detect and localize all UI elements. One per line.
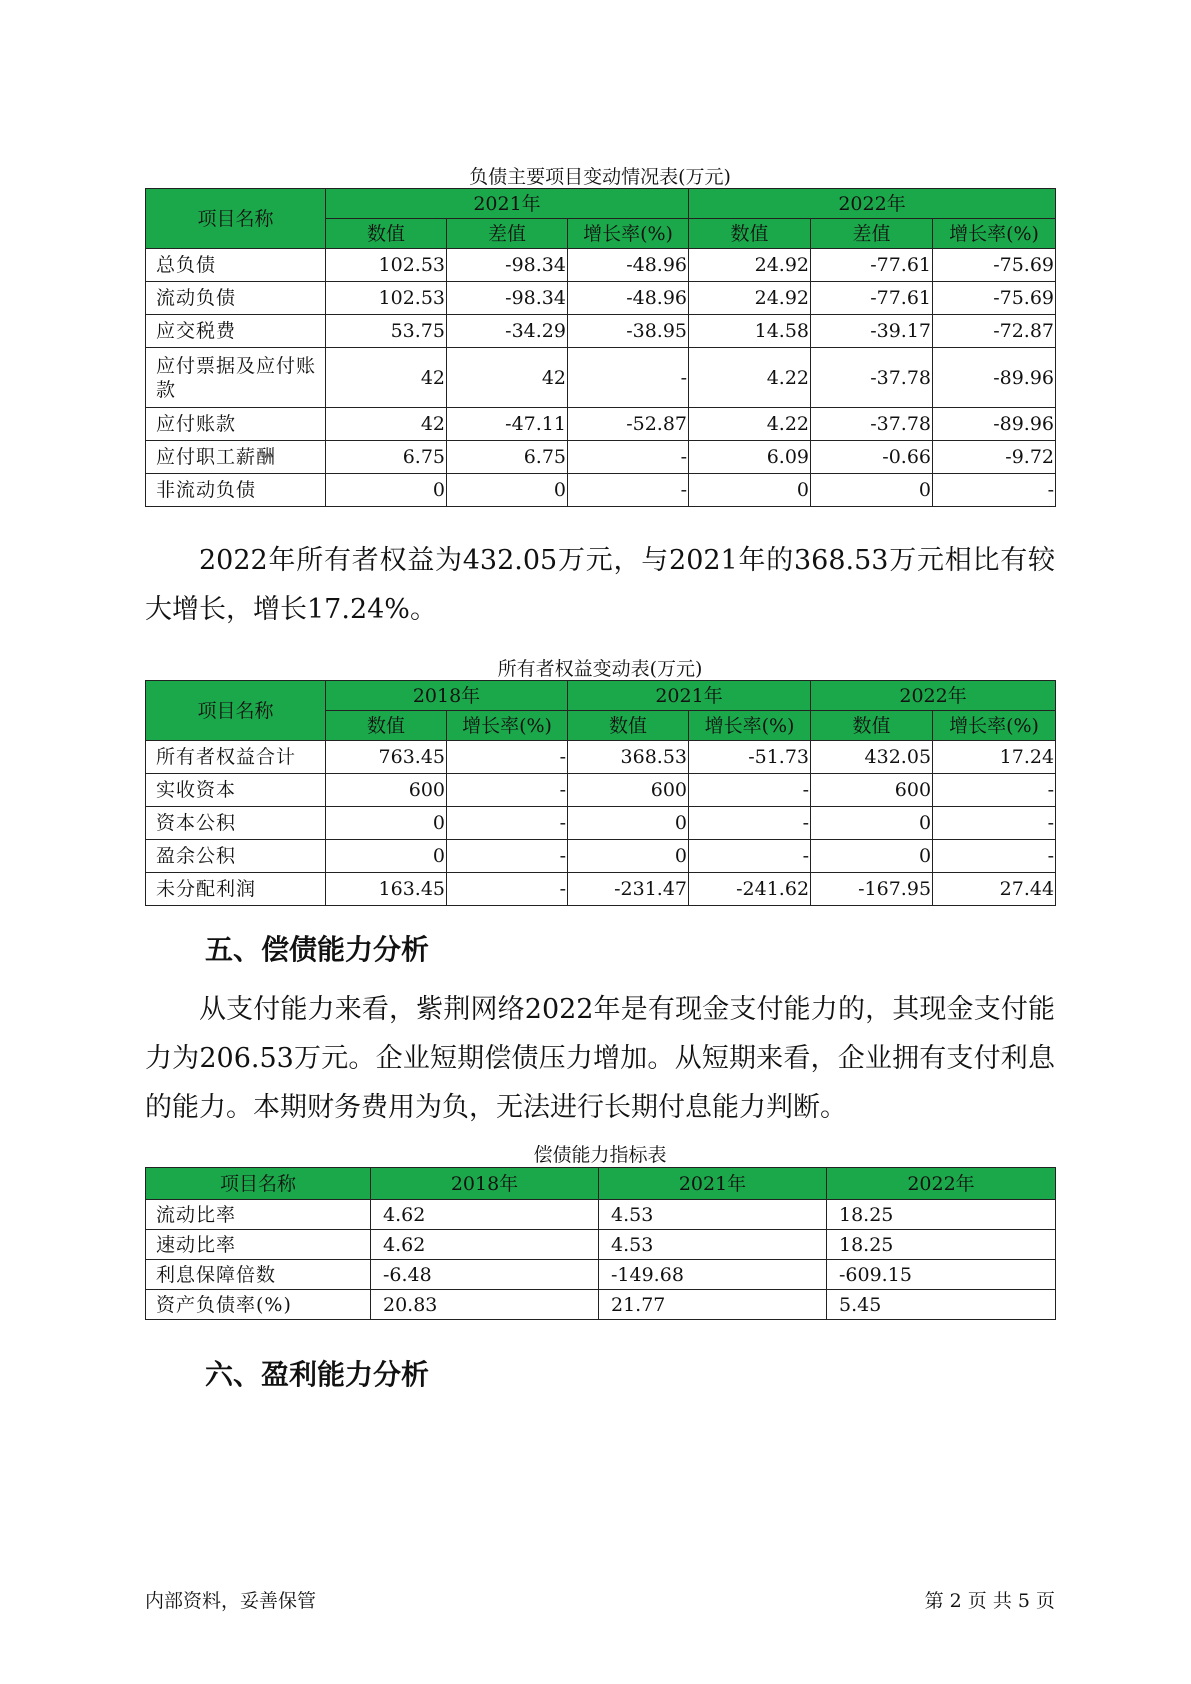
row-label: 所有者权益合计 [146, 741, 326, 774]
row-label: 应付票据及应付账款 [146, 348, 326, 408]
table2-caption: 所有者权益变动表(万元) [497, 658, 703, 680]
header-cell: 2021年 [599, 1168, 827, 1200]
cell-value: 0 [689, 474, 811, 507]
cell-value: - [447, 807, 568, 840]
table3-caption: 偿债能力指标表 [533, 1144, 667, 1166]
table-row [146, 474, 1056, 507]
cell-value: -0.66 [811, 441, 933, 474]
cell-value: -98.34 [447, 249, 568, 282]
cell-value: -167.95 [811, 873, 933, 906]
sub-header: 增长率(%) [933, 711, 1056, 741]
cell-value: - [689, 840, 811, 873]
cell-value: - [447, 774, 568, 807]
sub-header: 数值 [568, 711, 689, 741]
cell-value: 14.58 [689, 315, 811, 348]
sub-header: 数值 [326, 219, 447, 249]
cell-value: - [933, 840, 1056, 873]
cell-value: 102.53 [326, 249, 447, 282]
cell-value: 763.45 [326, 741, 447, 774]
row-label: 应付职工薪酬 [146, 441, 326, 474]
cell-value: 0 [811, 840, 933, 873]
table-row [146, 1260, 1056, 1290]
section-heading-5: 五、偿债能力分析 [205, 933, 430, 966]
table-row [146, 348, 1056, 408]
cell-value: -89.96 [933, 408, 1056, 441]
cell-value: - [447, 873, 568, 906]
cell-value: - [933, 474, 1056, 507]
cell-value: 6.75 [447, 441, 568, 474]
header-year: 2022年 [811, 681, 1056, 711]
cell-value: 368.53 [568, 741, 689, 774]
cell-value: -9.72 [933, 441, 1056, 474]
cell-value: -77.61 [811, 249, 933, 282]
cell-value: 4.62 [371, 1200, 599, 1230]
cell-value: 42 [447, 348, 568, 408]
cell-value: 20.83 [371, 1290, 599, 1320]
cell-value: - [689, 774, 811, 807]
cell-value: - [933, 807, 1056, 840]
cell-value: -98.34 [447, 282, 568, 315]
cell-value: 53.75 [326, 315, 447, 348]
cell-value: 600 [811, 774, 933, 807]
cell-value: 600 [568, 774, 689, 807]
header-cell: 2018年 [371, 1168, 599, 1200]
row-label: 应付账款 [146, 408, 326, 441]
cell-value: - [447, 741, 568, 774]
table-row [146, 315, 1056, 348]
cell-value: -48.96 [568, 282, 689, 315]
liabilities-table [145, 188, 1056, 507]
cell-value: -39.17 [811, 315, 933, 348]
cell-value: 4.53 [599, 1230, 827, 1260]
row-label: 应交税费 [146, 315, 326, 348]
cell-value: 21.77 [599, 1290, 827, 1320]
sub-header: 差值 [447, 219, 568, 249]
cell-value: 0 [811, 474, 933, 507]
row-label: 流动负债 [146, 282, 326, 315]
table-row [146, 807, 1056, 840]
table-row [146, 1230, 1056, 1260]
cell-value: -38.95 [568, 315, 689, 348]
cell-value: -6.48 [371, 1260, 599, 1290]
cell-value: 0 [326, 807, 447, 840]
cell-value: 18.25 [827, 1230, 1056, 1260]
sub-header: 增长率(%) [447, 711, 568, 741]
cell-value: 42 [326, 348, 447, 408]
solvency-table [145, 1167, 1056, 1320]
cell-value: 0 [447, 474, 568, 507]
cell-value: 0 [326, 840, 447, 873]
cell-value: -52.87 [568, 408, 689, 441]
row-label: 流动比率 [146, 1200, 371, 1230]
table-row [146, 441, 1056, 474]
cell-value: - [689, 807, 811, 840]
header-cell: 2022年 [827, 1168, 1056, 1200]
section-heading-6: 六、盈利能力分析 [205, 1358, 430, 1391]
sub-header: 数值 [811, 711, 933, 741]
table-row [146, 840, 1056, 873]
sub-header: 增长率(%) [568, 219, 689, 249]
cell-value: 0 [568, 807, 689, 840]
sub-header: 增长率(%) [689, 711, 811, 741]
row-label: 利息保障倍数 [146, 1260, 371, 1290]
sub-header: 差值 [811, 219, 933, 249]
cell-value: 4.53 [599, 1200, 827, 1230]
cell-value: 0 [811, 807, 933, 840]
cell-value: 42 [326, 408, 447, 441]
row-label: 资产负债率(%) [146, 1290, 371, 1320]
cell-value: -231.47 [568, 873, 689, 906]
cell-value: -77.61 [811, 282, 933, 315]
cell-value: 432.05 [811, 741, 933, 774]
header-item-name: 项目名称 [146, 681, 326, 741]
cell-value: -48.96 [568, 249, 689, 282]
sub-header: 增长率(%) [933, 219, 1056, 249]
cell-value: -89.96 [933, 348, 1056, 408]
header-year: 2021年 [326, 189, 689, 219]
row-label: 资本公积 [146, 807, 326, 840]
cell-value: - [568, 474, 689, 507]
cell-value: 24.92 [689, 249, 811, 282]
header-year: 2018年 [326, 681, 568, 711]
cell-value: -47.11 [447, 408, 568, 441]
solvency-paragraph: 从支付能力来看，紫荆网络2022年是有现金支付能力的，其现金支付能力为206.53万元。企业短期偿债压力增加。从短期来看，企业拥有支付利息的能力。本期财务费用为负，无法进行长期付息能力判断。 [145, 994, 1055, 1123]
cell-value: 0 [568, 840, 689, 873]
cell-value: 18.25 [827, 1200, 1056, 1230]
cell-value: 600 [326, 774, 447, 807]
sub-header: 数值 [326, 711, 447, 741]
header-year: 2021年 [568, 681, 811, 711]
cell-value: -51.73 [689, 741, 811, 774]
table-row [146, 249, 1056, 282]
cell-value: - [447, 840, 568, 873]
cell-value: -37.78 [811, 408, 933, 441]
row-label: 实收资本 [146, 774, 326, 807]
cell-value: -72.87 [933, 315, 1056, 348]
table-row [146, 774, 1056, 807]
table-row [146, 1290, 1056, 1320]
cell-value: - [568, 441, 689, 474]
table-row [146, 408, 1056, 441]
cell-value: 0 [326, 474, 447, 507]
header-year: 2022年 [689, 189, 1056, 219]
header-item-name: 项目名称 [146, 189, 326, 249]
cell-value: 17.24 [933, 741, 1056, 774]
cell-value: -609.15 [827, 1260, 1056, 1290]
cell-value: -75.69 [933, 249, 1056, 282]
cell-value: 4.62 [371, 1230, 599, 1260]
footer-page-number: 第 2 页 共 5 页 [924, 1590, 1055, 1612]
cell-value: -34.29 [447, 315, 568, 348]
cell-value: - [568, 348, 689, 408]
table-row [146, 873, 1056, 906]
equity-table [145, 680, 1056, 906]
cell-value: 27.44 [933, 873, 1056, 906]
cell-value: 102.53 [326, 282, 447, 315]
table-row [146, 1200, 1056, 1230]
sub-header: 数值 [689, 219, 811, 249]
row-label: 非流动负债 [146, 474, 326, 507]
footer-confidential: 内部资料，妥善保管 [145, 1590, 317, 1612]
row-label: 速动比率 [146, 1230, 371, 1260]
equity-paragraph: 2022年所有者权益为432.05万元，与2021年的368.53万元相比有较大增长，增长17.24%。 [145, 545, 1055, 625]
row-label: 未分配利润 [146, 873, 326, 906]
cell-value: 6.75 [326, 441, 447, 474]
cell-value: 163.45 [326, 873, 447, 906]
row-label: 总负债 [146, 249, 326, 282]
cell-value: 24.92 [689, 282, 811, 315]
header-cell: 项目名称 [146, 1168, 371, 1200]
table-row [146, 741, 1056, 774]
cell-value: 5.45 [827, 1290, 1056, 1320]
table-row [146, 282, 1056, 315]
cell-value: 4.22 [689, 348, 811, 408]
cell-value: - [933, 774, 1056, 807]
cell-value: -149.68 [599, 1260, 827, 1290]
cell-value: 4.22 [689, 408, 811, 441]
table1-caption: 负债主要项目变动情况表(万元) [469, 166, 731, 188]
cell-value: 6.09 [689, 441, 811, 474]
cell-value: -37.78 [811, 348, 933, 408]
cell-value: -241.62 [689, 873, 811, 906]
cell-value: -75.69 [933, 282, 1056, 315]
row-label: 盈余公积 [146, 840, 326, 873]
